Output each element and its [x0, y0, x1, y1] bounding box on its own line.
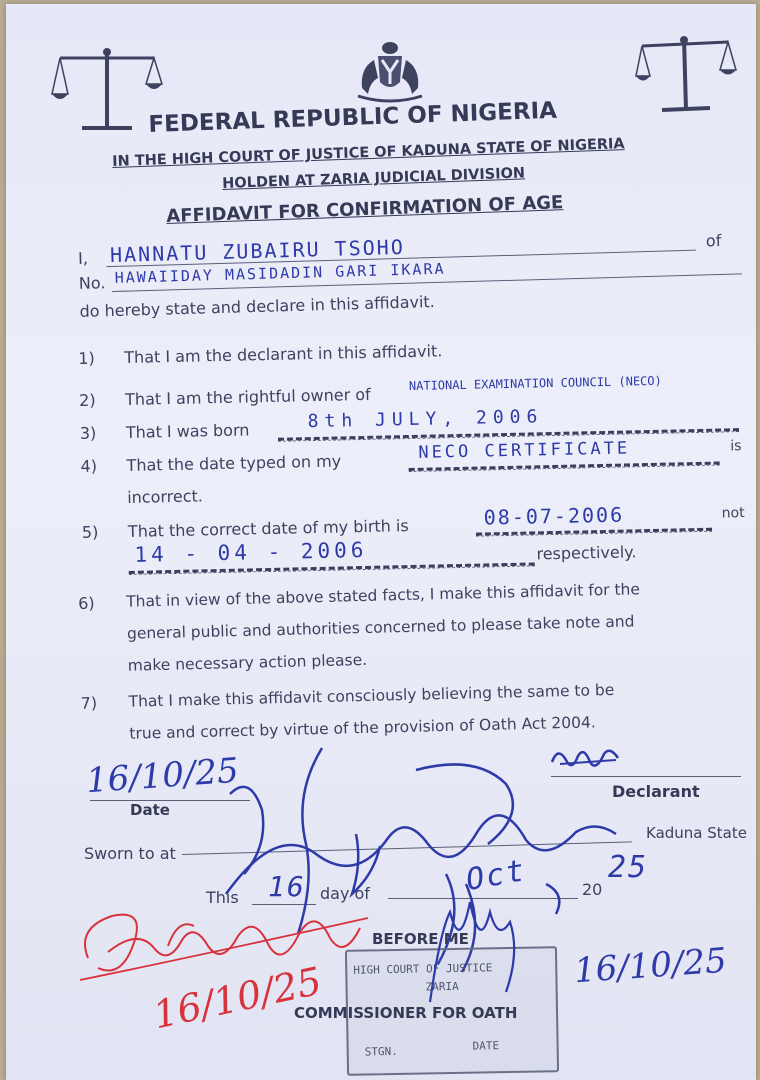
- court-heading: IN THE HIGH COURT OF JUSTICE OF KADUNA STATE OF NIGERIA: [112, 136, 625, 170]
- clause-3-text: That I was born: [125, 420, 250, 442]
- before-me-label: BEFORE ME: [372, 930, 469, 948]
- stamp-signature-scribble: [410, 892, 530, 1012]
- declarant-name: HANNATU ZUBAIRU TSOHO: [109, 234, 406, 268]
- clause-6-line-2: general public and authorities concerned to please take note and: [126, 612, 635, 643]
- stamp-line-2: ZARIA: [425, 979, 459, 994]
- sworn-place: Kaduna State: [646, 824, 747, 842]
- clause-3-fill: 8th JULY, 2006: [307, 406, 544, 433]
- clause-5-continuation: respectively.: [536, 542, 637, 564]
- clause-2-text: That I am the rightful owner of: [124, 384, 371, 409]
- clause-4-continuation: incorrect.: [127, 486, 204, 507]
- declare-statement: do hereby state and declare in this affidavit.: [79, 292, 435, 321]
- clause-5-after: not: [721, 505, 745, 522]
- no-label: No.: [78, 273, 106, 293]
- stamp-line-3: STGN.: [364, 1044, 398, 1059]
- country-heading: FEDERAL REPUBLIC OF NIGERIA: [148, 97, 558, 138]
- red-date-handwritten: 16/10/25: [149, 958, 326, 1038]
- clause-7-line-2: true and correct by virtue of the provision of Oath Act 2004.: [129, 713, 596, 743]
- month-handwritten: Oct: [463, 853, 529, 898]
- clause-5-fill: 08-07-2006: [483, 502, 625, 530]
- clause-1-text: That I am the declarant in this affidavit.: [124, 341, 443, 367]
- clause-4-text: That the date typed on my: [126, 451, 342, 475]
- affidavit-document: [6, 4, 756, 1080]
- declarant-label: Declarant: [612, 782, 700, 801]
- nigeria-coat-of-arms-icon: [352, 38, 428, 104]
- clause-7-number: 7): [80, 693, 98, 713]
- date-handwritten: 16/10/25: [84, 750, 240, 802]
- year-suffix-handwritten: 25: [608, 850, 649, 885]
- clause-2-fill: NATIONAL EXAMINATION COUNCIL (NECO): [408, 373, 662, 394]
- clause-6-text: That in view of the above stated facts, I make this affidavit for the: [125, 580, 641, 611]
- clause-4-fill: NECO CERTIFICATE: [418, 438, 631, 463]
- affidavit-title: AFFIDAVIT FOR CONFIRMATION OF AGE: [166, 192, 564, 227]
- clause-2-number: 2): [78, 390, 96, 410]
- clause-4-after: is: [730, 438, 742, 455]
- division-heading: HOLDEN AT ZARIA JUDICIAL DIVISION: [222, 165, 526, 192]
- clause-5-fill-2: 14 - 04 - 2006: [134, 537, 368, 567]
- stamp-line-4: DATE: [472, 1039, 500, 1053]
- sworn-label: Sworn to at: [84, 844, 176, 863]
- clause-5-number: 5): [81, 522, 99, 542]
- day-of-label: day of: [320, 884, 370, 903]
- year-prefix: 20: [582, 880, 603, 899]
- day-handwritten: 16: [268, 870, 306, 903]
- clause-6-number: 6): [77, 593, 95, 613]
- stamp-line-1: HIGH COURT OF JUSTICE: [353, 961, 493, 977]
- scales-of-justice-right-icon: [636, 32, 736, 117]
- clause-1-number: 1): [78, 348, 95, 368]
- clause-4-number: 4): [80, 456, 98, 476]
- declarant-address: HAWAIIDAY MASIDADIN GARI IKARA: [114, 259, 446, 287]
- clause-7-text: That I make this affidavit consciously believing the same to be: [128, 680, 615, 711]
- of-label: of: [705, 230, 722, 251]
- i-label: I,: [77, 248, 89, 268]
- clause-6-line-3: make necessary action please.: [127, 650, 368, 675]
- clause-5-text: That the correct date of my birth is: [127, 516, 409, 541]
- scales-of-justice-left-icon: [52, 44, 162, 134]
- this-label: This: [206, 888, 239, 907]
- commissioner-date-handwritten: 16/10/25: [572, 940, 728, 992]
- date-label: Date: [130, 801, 170, 819]
- clause-3-number: 3): [79, 423, 97, 443]
- commissioner-label: COMMISSIONER FOR OATH: [294, 1004, 518, 1022]
